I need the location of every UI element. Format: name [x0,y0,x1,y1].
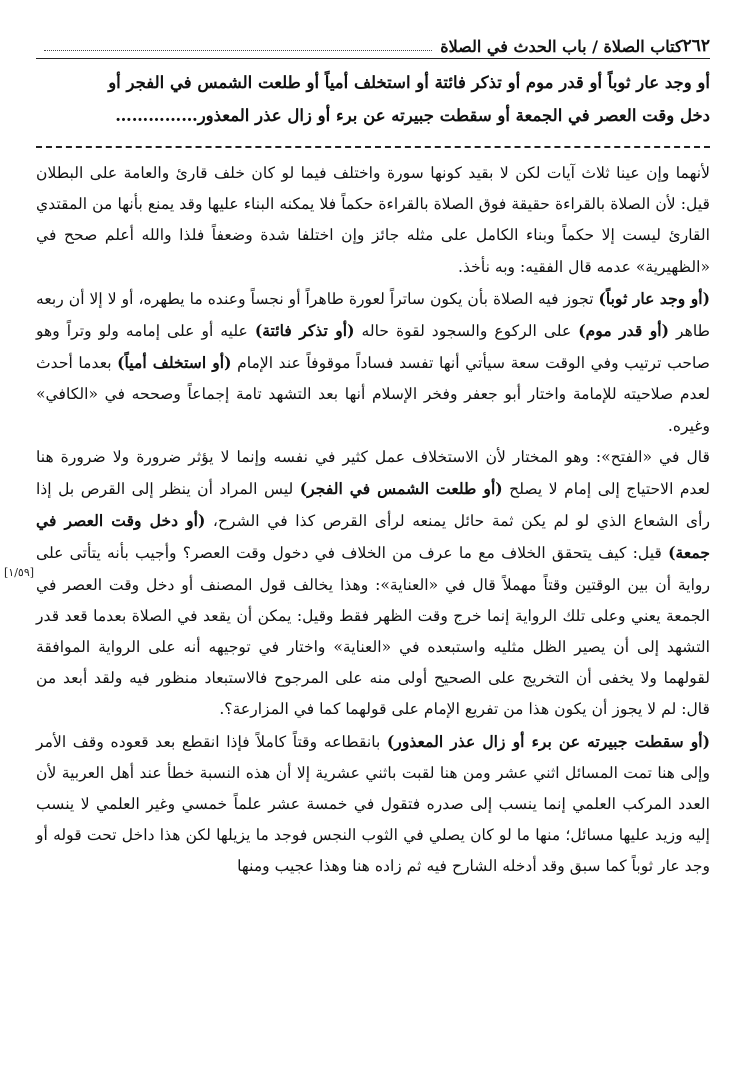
commentary-run: ليس المراد أن ينظر إلى القرص بل إذا رأى الشعاع الذي لو لم يكن ثمة حائل يمنعه لرأى القرص كذا في الشرح، [36,480,710,531]
commentary-paragraph: لأنهما وإن عينا ثلاث آيات لكن لا بقيد كونها سورة واختلف فيما لو كان خلف قارئ والعامة على البطلان قيل: لأن الصلاة بالقراءة حقيقة فوق الصلاة بالقراءة حكماً فلا يمكنه البناء عليها وقد يمنع بأنها من المقتدي القارئ ليست إلا حكماً وبناء الكامل على مثله جائز وإن اختلفا شدة وضعفاً فلذا والله أعلم صحح في «الظهيرية» عدمه قال الفقيه: وبه نأخذ. [36,164,710,276]
matn-line: دخل وقت العصر في الجمعة أو سقطت جبيرته عن برء أو زال عذر المعذور…………… [115,106,710,125]
commentary-run: على الركوع والسجود لقوة حاله [354,322,579,341]
quoted-matn-phrase: (أو سقطت جبيرته عن برء أو زال عذر المعذور) [386,731,710,751]
commentary-run: قال في «الفتح»: وهو المختار لأن الاستخلاف عمل كثير في نفسه وإنما لا يؤثر ضرورة ولا ضرورة هنا لعدم الاحتياج إلى إمام لا يصلح [36,447,711,499]
quoted-matn-phrase: (أو دخل وقت العصر في جمعة) [36,511,710,563]
commentary-paragraph [36,283,710,442]
commentary-run: بانقطاعه وقتاً كاملاً فإذا انقطع بعد قعوده وقف الأمر وإلى هنا تمت المسائل اثني عشر ومن هنا لقبت باثني عشرية إلا أن هذه النسبة خطأ عند أهل العربية لأن العدد المركب العلمي إنما ينسب إلى صدره فتقول في خمسة عشر علماً خمسي وغير العلمي لا ينسب إليه وزيد عليها مسائل؛ منها ما لو كان يصلي في الثوب النجس فوجد ما يزيلها لكن هذا داخل تحت قوله أو وجد عار ثوباً كما سبق وقد أدخله الشارح فيه ثم زاده هنا وهذا عجيب ومنها [36,732,710,876]
page-number: ٢٦٢ [682,36,710,56]
matn-line: أو وجد عار ثوباً أو قدر موم أو تذكر فائتة أو استخلف أمياً أو طلعت الشمس في الفجر أو [108,73,710,92]
commentary-run: عليه أو على إمامه ولو وتراً وهو صاحب ترتيب وفي الوقت سعة سيأتي أنها تفسد فساداً موقوفاً عند الإمام [36,322,711,373]
quoted-matn-phrase: (أو وجد عار ثوباً) [598,288,710,308]
commentary-run: قيل: كيف يتحقق الخلاف مع ما عرف من الخلاف في دخول وقت العصر؟ وأجيب بأنه يتأتى على رواية أن بين الوقتين وقتاً مهملاً قال في «العناية»: وهذا يخالف قول المصنف أو دخل وقت العصر في الجمعة يعني وعلى تلك الرواية إنما خرج وقت الظهر فقط وقيل: يمكن أن يقعد في الصلاة بعدما قعد قدر التشهد إلى أن يصير الظل مثليه واستبعده في «العناية» واختار في توجيهه أنه على الرواية الموافقة لقولهما ولا يخفى أن التخريج على الصحيح أولى منه على المرجوح فالاستبعاد منظور فيه ولقد أبعد من قال: لم لا يجوز أن يكون هذا من تفريع الإمام على قولهما كما في المزارعة؟. [36,544,710,719]
commentary-run: بعدما أحدث لعدم صلاحيته للإمامة واختار أبو جعفر وفخر الإسلام أنها بعد التشهد تامة إجماعاً وصححه في «الكافي» وغيره. [36,354,710,435]
header-rule [36,58,710,59]
chapter-title: كتاب الصلاة / باب الحدث في الصلاة [440,37,683,56]
matn-text [36,66,710,132]
commentary-paragraph [36,442,710,726]
marginal-folio-note: [١/٥٩] [4,566,35,579]
quoted-matn-phrase: (أو استخلف أمياً) [117,353,232,373]
section-divider [36,146,710,148]
commentary-paragraph [36,726,710,883]
commentary-text [36,158,710,883]
quoted-matn-phrase: (أو تذكر فائتة) [254,321,355,341]
commentary-run: تجوز فيه الصلاة بأن يكون ساتراً لعورة طاهراً أو نجساً وعنده ما يطهره، أو لا إلا أن ربعه طاهر [36,289,710,341]
quoted-matn-phrase: (أو قدر موم) [578,321,670,341]
header-dotted-leader [44,50,432,51]
matn-line-text: دخل وقت العصر في الجمعة أو سقطت جبيرته عن برء أو زال عذر المعذور [197,106,710,125]
running-header [36,30,710,56]
quoted-matn-phrase: (أو طلعت الشمس في الفجر) [299,479,503,499]
